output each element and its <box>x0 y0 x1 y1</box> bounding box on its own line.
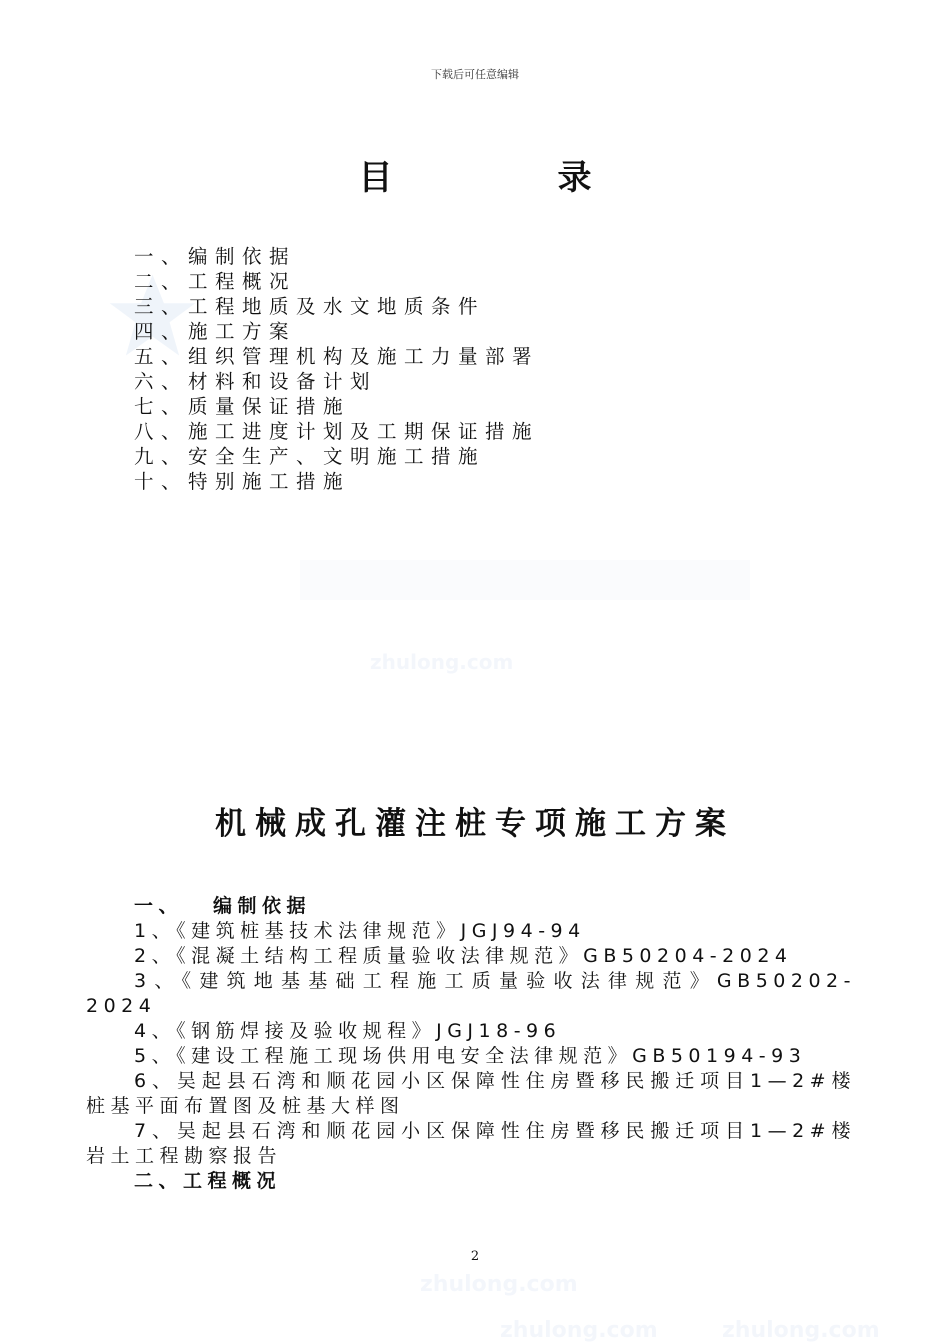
reference-item: 6、吴起县石湾和顺花园小区保障性住房暨移民搬迁项目1—2#楼桩基平面布置图及桩基大样图 <box>86 1070 856 1117</box>
watermark-band <box>300 560 750 600</box>
reference-item: 2、《混凝土结构工程质量验收法律规范》GB50204-2024 <box>134 945 793 967</box>
table-of-contents <box>134 244 539 494</box>
toc-title <box>0 150 950 199</box>
section-number: 一、 <box>134 895 184 917</box>
toc-item[interactable]: 四、施工方案 <box>134 320 297 343</box>
toc-item[interactable]: 七、质量保证措施 <box>134 395 351 418</box>
reference-item: 5、《建设工程施工现场供用电安全法律规范》GB50194-93 <box>134 1045 807 1067</box>
toc-item[interactable]: 九、安全生产、文明施工措施 <box>134 445 486 468</box>
toc-title-left: 目 <box>358 158 393 198</box>
reference-item: 4、《钢筋焊接及验收规程》JGJ18-96 <box>134 1020 562 1042</box>
toc-item[interactable]: 十、特别施工措施 <box>134 470 351 493</box>
toc-item[interactable]: 八、施工进度计划及工期保证措施 <box>134 420 540 443</box>
document-title: 机械成孔灌注桩专项施工方案 <box>215 806 735 842</box>
page-header: 下载后可任意编辑 <box>431 68 519 81</box>
page-number: 2 <box>470 1249 480 1264</box>
watermark-text: zhulong.com <box>370 650 514 674</box>
document-body <box>86 894 856 1194</box>
toc-item[interactable]: 二、工程概况 <box>134 270 297 293</box>
toc-item[interactable]: 三、工程地质及水文地质条件 <box>134 295 486 318</box>
section-heading <box>86 894 856 919</box>
section-title: 编制依据 <box>213 895 312 917</box>
reference-item: 1、《建筑桩基技术法律规范》JGJ94-94 <box>134 920 586 942</box>
watermark-text: zhulong.com <box>722 1318 880 1343</box>
toc-item[interactable]: 一、编制依据 <box>134 245 297 268</box>
toc-item[interactable]: 六、材料和设备计划 <box>134 370 378 393</box>
toc-item[interactable]: 五、组织管理机构及施工力量部署 <box>134 345 540 368</box>
reference-item: 7、吴起县石湾和顺花园小区保障性住房暨移民搬迁项目1—2#楼岩土工程勘察报告 <box>86 1120 856 1167</box>
watermark-text: zhulong.com <box>500 1318 658 1343</box>
watermark-text: zhulong.com <box>420 1272 578 1297</box>
toc-title-right: 录 <box>557 158 592 198</box>
reference-item: 3、《建筑地基基础工程施工质量验收法律规范》GB50202-2024 <box>86 970 856 1017</box>
section-heading: 二、工程概况 <box>134 1170 282 1192</box>
